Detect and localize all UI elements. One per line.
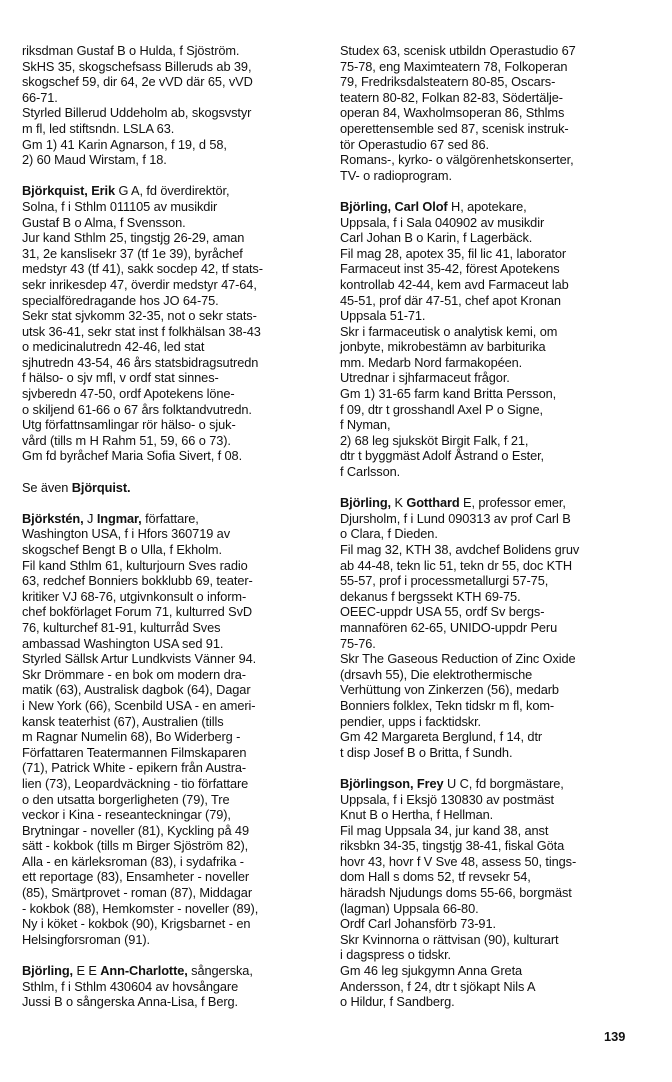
entry-text: Styrled Billerud Uddeholm ab, skogsvstyr <box>22 105 252 121</box>
entry-text: dom Hall s doms 52, tf revsekr 54, <box>340 869 531 885</box>
entry-line <box>340 636 640 652</box>
entry-line <box>22 246 322 262</box>
entry-text: chef bokförlaget Forum 71, kulturred SvD <box>22 604 253 620</box>
entry-line <box>22 698 322 714</box>
entry-text: 2) 60 Maud Wirstam, f 18. <box>22 152 167 168</box>
entry-line <box>340 199 640 215</box>
entry-line <box>340 932 640 948</box>
entry-line <box>340 90 640 106</box>
entry-line <box>22 994 322 1010</box>
entry-text: f Carlsson. <box>340 464 401 480</box>
entry-text: f 09, dtr t grosshandl Axel P o Signe, <box>340 401 543 417</box>
entry-line <box>340 792 640 808</box>
entry-line <box>340 448 640 464</box>
entry-text: (85), Smärtprovet - roman (87), Middagar <box>22 885 252 901</box>
entry-line <box>340 776 640 792</box>
entry-text: mannafören 62-65, UNIDO-uppdr Peru <box>340 619 558 635</box>
entry-line <box>340 511 640 527</box>
entry-line <box>340 589 640 605</box>
entry-line <box>340 121 640 137</box>
entry-line <box>22 417 322 433</box>
entry-line <box>340 667 640 683</box>
entry-text: Sekr stat sjvkomm 32-35, not o sekr stats- <box>22 308 257 324</box>
entry-text: 2) 68 leg sjuksköt Birgit Falk, f 21, <box>340 432 529 448</box>
entry-text: sångerska, <box>187 963 253 979</box>
entry-line <box>340 168 640 184</box>
entry-line <box>340 433 640 449</box>
entry-text: Knut B o Hertha, f Hellman. <box>340 807 494 823</box>
entry-text: Fil mag Uppsala 34, jur kand 38, anst <box>340 822 549 838</box>
entry-text: J <box>83 510 97 526</box>
entry-text: Washington USA, f i Hfors 360719 av <box>22 526 230 542</box>
entry-text: Jur kand Sthlm 25, tingstjg 26-29, aman <box>22 230 245 246</box>
entry-text: riksbkn 34-35, tingstjg 38-41, fiskal Göta <box>340 838 565 854</box>
entry-headword: Björkstén, <box>22 510 84 526</box>
entry-text: - kokbok (88), Hemkomster - noveller (89), <box>22 900 259 916</box>
entry-text: Fil mag 28, apotex 35, fil lic 41, laborator <box>340 245 567 261</box>
entry-text: (71), Patrick White - epikern från Austra- <box>22 760 247 776</box>
entry-text: ett reportage (83), Ensamheter - noveller <box>22 869 250 885</box>
entry-text: mm. Medarb Nord farmakopéen. <box>340 354 523 370</box>
entry-line <box>340 215 640 231</box>
entry-line <box>22 573 322 589</box>
entry-line <box>340 277 640 293</box>
entry-text: Ordf Carl Johansförb 73-91. <box>340 916 496 932</box>
dictionary-entry <box>340 776 640 1010</box>
entry-line <box>22 916 322 932</box>
entry-line <box>340 885 640 901</box>
entry-text: lien (73), Leopardväckning - tio författare <box>22 775 249 791</box>
entry-text: ab 44-48, tekn lic 51, tekn dr 55, doc KTH <box>340 557 572 573</box>
entry-text: dekanus f bergssekt KTH 69-75. <box>340 588 521 604</box>
entry-text: Uppsala 51-71. <box>340 308 426 324</box>
entry-line <box>22 199 322 215</box>
entry-line <box>22 838 322 854</box>
entry-line <box>340 74 640 90</box>
entry-text: SkHS 35, skogschefsass Billeruds ab 39, <box>22 58 252 74</box>
entry-text: Gm 46 leg sjukgymn Anna Greta <box>340 963 523 979</box>
entry-text: o Clara, f Dieden. <box>340 526 438 542</box>
entry-text: o skiljend 61-66 o 67 års folktandvutredn. <box>22 401 252 417</box>
entry-text: sätt - kokbok (tills m Birger Sjöström 82), <box>22 838 249 854</box>
entry-text: (lagman) Uppsala 66-80. <box>340 900 479 916</box>
entry-line <box>22 386 322 402</box>
entry-text: 76, kulturchef 81-91, kulturråd Sves <box>22 619 221 635</box>
entry-line <box>340 402 640 418</box>
entry-line <box>340 963 640 979</box>
entry-text: 66-71. <box>22 89 58 105</box>
entry-text: Skr Kvinnorna o rättvisan (90), kulturart <box>340 931 559 947</box>
entry-line <box>340 807 640 823</box>
entry-text: pendier, upps i facktidskr. <box>340 713 481 729</box>
entry-line <box>22 776 322 792</box>
entry-line <box>340 698 640 714</box>
entry-text: Alla - en kärleksroman (83), i sydafrika - <box>22 853 244 869</box>
entry-text: kritiker VJ 68-76, utgivnkonsult o inform- <box>22 588 247 604</box>
entry-text: m fl, led stiftsndn. LSLA 63. <box>22 120 175 136</box>
dictionary-entry <box>22 511 322 948</box>
entry-text: Studex 63, scenisk utbildn Operastudio 67 <box>340 43 576 58</box>
entry-line <box>340 526 640 542</box>
entry-line <box>340 869 640 885</box>
entry-line <box>22 277 322 293</box>
entry-line <box>22 261 322 277</box>
entry-text: 55-57, prof i processmetallurgi 57-75, <box>340 573 549 589</box>
entry-line <box>22 448 322 464</box>
entry-text: jonbyte, mikrobestämn av barbiturika <box>340 339 546 355</box>
entry-text: Uppsala, f i Eksjö 130830 av postmäst <box>340 791 554 807</box>
dictionary-entry <box>22 183 322 464</box>
entry-text: i dagspress o tidskr. <box>340 947 451 963</box>
entry-line <box>340 43 640 59</box>
entry-text: G A, fd överdirektör, <box>114 183 230 199</box>
entry-text: 79, Fredriksdalsteatern 80-85, Oscars- <box>340 74 556 90</box>
entry-text: 75-78, eng Maximteatern 78, Folkoperan <box>340 58 568 74</box>
entry-text: Solna, f i Sthlm 011105 av musikdir <box>22 198 218 214</box>
entry-text: U C, fd borgmästare, <box>443 775 564 791</box>
entry-line <box>340 994 640 1010</box>
entry-text: 75-76. <box>340 635 376 651</box>
entry-text: dtr t byggmäst Adolf Åstrand o Ester, <box>340 448 544 464</box>
entry-text: sjhutredn 43-54, 46 års statsbidragsutredn <box>22 354 259 370</box>
entry-text: 63, redchef Bonniers bokklubb 69, teater- <box>22 573 253 589</box>
entry-line <box>22 152 322 168</box>
entry-text: Skr The Gaseous Reduction of Zinc Oxide <box>340 651 576 667</box>
entry-line <box>22 511 322 527</box>
entry-text: Gustaf B o Alma, f Svensson. <box>22 214 186 230</box>
dictionary-entry <box>340 495 640 760</box>
entry-text: (drsavh 55), Die elektrothermische <box>340 666 533 682</box>
entry-line <box>340 854 640 870</box>
entry-line <box>22 620 322 636</box>
entry-line <box>22 604 322 620</box>
entry-line <box>340 417 640 433</box>
entry-line <box>22 807 322 823</box>
entry-line <box>22 105 322 121</box>
entry-text: OEEC-uppdr USA 55, ordf Sv bergs- <box>340 604 545 620</box>
entry-text: medstyr 43 (tf 41), sakk socdep 42, tf stats- <box>22 261 263 277</box>
entry-text: i New York (66), Scenbild USA - en ameri- <box>22 697 256 713</box>
entry-text: sjvberedn 47-50, ordf Apotekens löne- <box>22 386 235 402</box>
entry-text: f Nyman, <box>340 417 391 433</box>
entry-line <box>22 901 322 917</box>
entry-text: E E <box>73 963 101 979</box>
entry-text: Romans-, kyrko- o välgörenhetskonserter, <box>340 152 574 168</box>
entry-line <box>340 542 640 558</box>
entry-text: Styrled Sällsk Artur Lundkvists Vänner 94. <box>22 651 257 667</box>
entry-line <box>340 293 640 309</box>
entry-line <box>22 43 322 59</box>
entry-line <box>22 480 322 496</box>
entry-line <box>340 246 640 262</box>
entry-text: t disp Josef B o Britta, f Sundh. <box>340 744 513 760</box>
entry-headword: Björling, <box>22 963 73 979</box>
entry-text: Skr Drömmare - en bok om modern dra- <box>22 666 246 682</box>
entry-headword: Ingmar, <box>96 510 142 526</box>
entry-text: skogschef 59, dir 64, 2e vVD där 65, vVD <box>22 74 253 90</box>
entry-text: författare, <box>141 510 199 526</box>
entry-line <box>340 558 640 574</box>
entry-text: operan 84, Waxholmsoperan 86, Sthlms <box>340 105 565 121</box>
entry-line <box>22 963 322 979</box>
entry-line <box>340 823 640 839</box>
entry-headword: Ann-Charlotte, <box>100 963 188 979</box>
entry-line <box>22 729 322 745</box>
entry-line <box>340 916 640 932</box>
entry-text: Brytningar - noveller (81), Kyckling på 49 <box>22 822 249 838</box>
entry-text: Djursholm, f i Lund 090313 av prof Carl B <box>340 510 571 526</box>
entry-text: teatern 80-82, Folkan 82-83, Södertälje- <box>340 89 563 105</box>
entry-text: Se även <box>22 479 72 495</box>
entry-line <box>340 901 640 917</box>
entry-line <box>340 105 640 121</box>
entry-line <box>22 339 322 355</box>
entry-line <box>22 854 322 870</box>
entry-text: Sthlm, f i Sthlm 430604 av hovsångare <box>22 978 239 994</box>
right-column <box>340 43 640 1025</box>
entry-line <box>22 932 322 948</box>
entry-headword: Björling, Carl Olof <box>340 198 448 214</box>
entry-line <box>22 121 322 137</box>
entry-text: o Hildur, f Sandberg. <box>340 994 455 1010</box>
entry-line <box>340 261 640 277</box>
entry-line <box>22 215 322 231</box>
entry-text: riksdman Gustaf B o Hulda, f Sjöström. <box>22 43 240 58</box>
entry-text: Utrednar i sjhfarmaceut frågor. <box>340 370 510 386</box>
entry-line <box>340 682 640 698</box>
entry-text: E, professor emer, <box>459 495 566 511</box>
entry-text: specialföredragande hos JO 64-75. <box>22 292 219 308</box>
dictionary-entry <box>22 963 322 1010</box>
entry-line <box>22 59 322 75</box>
entry-text: tör Operastudio 67 sed 86. <box>340 136 489 152</box>
entry-line <box>340 651 640 667</box>
entry-line <box>340 339 640 355</box>
entry-line <box>22 589 322 605</box>
entry-text: Gm fd byråchef Maria Sofia Sivert, f 08. <box>22 448 243 464</box>
entry-text: H, apotekare, <box>447 198 527 214</box>
entry-headword: Björlingson, Frey <box>340 775 444 791</box>
dictionary-entry <box>340 43 640 183</box>
entry-text: hovr 43, hovr f V Sve 48, assess 50, tings- <box>340 853 577 869</box>
entry-line <box>340 230 640 246</box>
entry-text: utsk 36-41, sekr stat inst f folkhälsan 38-43 <box>22 323 261 339</box>
entry-line <box>340 714 640 730</box>
entry-text: 45-51, prof där 47-51, chef apot Kronan <box>340 292 561 308</box>
entry-line <box>22 90 322 106</box>
entry-text: Verhüttung von Zinkerzen (56), medarb <box>340 682 559 698</box>
entry-text: f hälso- o sjv mfl, v ordf stat sinnes- <box>22 370 219 386</box>
dictionary-entry <box>340 199 640 480</box>
entry-line <box>22 823 322 839</box>
entry-line <box>22 324 322 340</box>
entry-text: Författaren Teatermannen Filmskaparen <box>22 744 247 760</box>
entry-line <box>22 183 322 199</box>
entry-line <box>22 792 322 808</box>
entry-line <box>22 979 322 995</box>
entry-line <box>340 495 640 511</box>
entry-text: m Ragnar Numelin 68), Bo Widerberg - <box>22 729 241 745</box>
entry-line <box>340 386 640 402</box>
entry-line <box>22 137 322 153</box>
entry-text: Bonniers folklex, Tekn tidskr m fl, kom- <box>340 697 555 713</box>
entry-text: o medicinalutredn 42-46, led stat <box>22 339 205 355</box>
entry-text: Ny i köket - kokbok (90), Krigsbarnet - en <box>22 916 251 932</box>
entry-text: Andersson, f 24, dtr t sjökapt Nils A <box>340 978 536 994</box>
entry-line <box>22 636 322 652</box>
entry-text: Jussi B o sångerska Anna-Lisa, f Berg. <box>22 994 238 1010</box>
entry-line <box>22 293 322 309</box>
entry-text: Gm 1) 41 Karin Agnarson, f 19, d 58, <box>22 136 227 152</box>
entry-line <box>340 979 640 995</box>
entry-line <box>340 745 640 761</box>
entry-text: Gm 42 Margareta Berglund, f 14, dtr <box>340 729 543 745</box>
dictionary-entry <box>22 480 322 496</box>
entry-line <box>22 869 322 885</box>
entry-text: operettensemble sed 87, scenisk instruk- <box>340 120 569 136</box>
entry-headword: Björling, <box>340 495 391 511</box>
entry-text: kansk teaterhist (67), Australien (tills <box>22 713 224 729</box>
entry-line <box>340 620 640 636</box>
entry-line <box>340 838 640 854</box>
entry-line <box>340 370 640 386</box>
entry-text: Fil mag 32, KTH 38, avdchef Bolidens gruv <box>340 542 580 557</box>
entry-line <box>340 355 640 371</box>
entry-text: häradsh Njudungs doms 55-66, borgmäst <box>340 885 572 901</box>
entry-line <box>340 573 640 589</box>
entry-line <box>22 651 322 667</box>
entry-line <box>22 558 322 574</box>
entry-line <box>340 464 640 480</box>
entry-line <box>340 152 640 168</box>
entry-line <box>22 355 322 371</box>
entry-line <box>340 604 640 620</box>
entry-line <box>340 308 640 324</box>
entry-line <box>22 526 322 542</box>
entry-text: Farmaceut inst 35-42, förest Apotekens <box>340 261 560 277</box>
entry-line <box>22 402 322 418</box>
entry-line <box>22 542 322 558</box>
entry-line <box>22 745 322 761</box>
entry-text: o den utsatta borgerligheten (79), Tre <box>22 791 230 807</box>
entry-text: Fil kand Sthlm 61, kulturjourn Sves radio <box>22 557 248 573</box>
entry-line <box>22 308 322 324</box>
entry-line <box>340 137 640 153</box>
entry-text: 31, 2e kanslisekr 37 (tf 1e 39), byråchef <box>22 245 243 261</box>
entry-text: matik (63), Australisk dagbok (64), Dagar <box>22 682 251 698</box>
entry-text: Skr i farmaceutisk o analytisk kemi, om <box>340 323 558 339</box>
entry-line <box>22 760 322 776</box>
entry-text: sekr inrikesdep 47, överdir medstyr 47-64, <box>22 276 257 292</box>
entry-line <box>22 230 322 246</box>
entry-text: Gm 1) 31-65 farm kand Britta Persson, <box>340 386 557 402</box>
entry-text: TV- o radioprogram. <box>340 167 452 183</box>
page-number: 139 <box>604 1029 626 1044</box>
entry-text: kontrollab 42-44, kem avd Farmaceut lab <box>340 276 569 292</box>
entry-text: veckor i Kina - reseanteckningar (79), <box>22 807 231 823</box>
entry-line <box>22 682 322 698</box>
entry-text: vård (tills m H Rahm 51, 59, 66 o 73). <box>22 432 231 448</box>
entry-text: Utg författnsamlingar rör hälso- o sjuk- <box>22 417 236 433</box>
entry-headword: Gotthard <box>406 495 460 511</box>
entry-line <box>340 324 640 340</box>
entry-line <box>22 74 322 90</box>
entry-headword: Björkquist, Erik <box>22 183 115 199</box>
left-column <box>22 43 322 1025</box>
entry-line <box>22 370 322 386</box>
entry-line <box>340 947 640 963</box>
entry-line <box>22 885 322 901</box>
entry-text: Uppsala, f i Sala 040902 av musikdir <box>340 214 545 230</box>
entry-line <box>340 729 640 745</box>
entry-headword: Björquist. <box>71 479 131 495</box>
entry-text: Helsingforsroman (91). <box>22 931 150 947</box>
dictionary-entry <box>22 43 322 168</box>
entry-line <box>22 667 322 683</box>
entry-line <box>340 59 640 75</box>
entry-text: skogschef Bengt B o Ulla, f Ekholm. <box>22 542 222 557</box>
entry-text: K <box>391 495 407 511</box>
entry-text: Carl Johan B o Karin, f Lagerbäck. <box>340 230 533 246</box>
entry-text: ambassad Washington USA sed 91. <box>22 635 224 651</box>
entry-line <box>22 433 322 449</box>
entry-line <box>22 714 322 730</box>
